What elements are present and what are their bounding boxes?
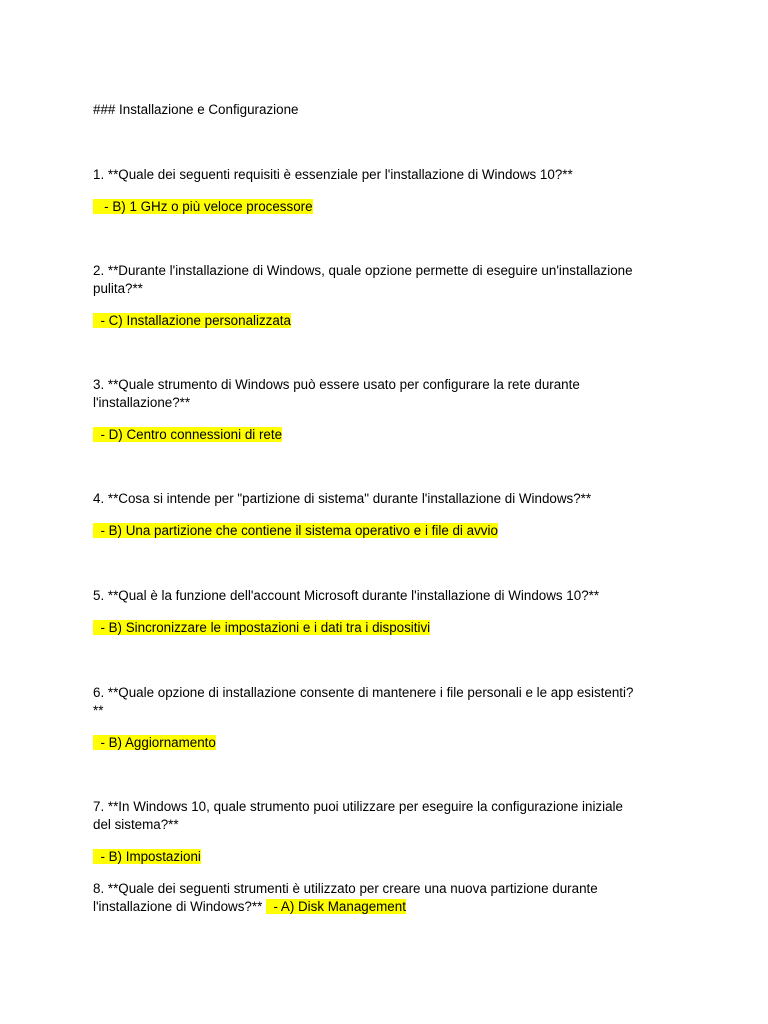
answer-7-highlight: - B) Impostazioni bbox=[93, 849, 201, 864]
question-2-text-line-1: 2. **Durante l'installazione di Windows, quale opzione permette di eseguire un'installazione bbox=[93, 263, 633, 278]
question-6-text-line-2: ** bbox=[93, 703, 104, 718]
question-7-text-line-2: del sistema?** bbox=[93, 817, 179, 832]
document-heading: ### Installazione e Configurazione bbox=[93, 102, 299, 117]
answer-2 bbox=[93, 312, 291, 330]
answer-5-highlight: - B) Sincronizzare le impostazioni e i dati tra i dispositivi bbox=[93, 620, 431, 635]
question-8-text-line-2 bbox=[93, 898, 406, 916]
answer-6-highlight: - B) Aggiornamento bbox=[93, 735, 216, 750]
answer-4-highlight: - B) Una partizione che contiene il sistema operativo e i file di avvio bbox=[93, 523, 498, 538]
answer-3-highlight: - D) Centro connessioni di rete bbox=[93, 427, 283, 442]
question-8-text-line-2-label: l'installazione di Windows?** bbox=[93, 899, 263, 914]
question-4-text: 4. **Cosa si intende per "partizione di sistema" durante l'installazione di Windows?** bbox=[93, 491, 592, 506]
question-7-text-line-1: 7. **In Windows 10, quale strumento puoi utilizzare per eseguire la configurazione iniziale bbox=[93, 799, 623, 814]
question-6-text-line-1: 6. **Quale opzione di installazione consente di mantenere i file personali e le app esistenti? bbox=[93, 685, 634, 700]
answer-2-highlight: - C) Installazione personalizzata bbox=[93, 313, 291, 328]
answer-7 bbox=[93, 848, 201, 866]
answer-8-highlight: - A) Disk Management bbox=[266, 899, 406, 914]
question-2-text-line-2: pulita?** bbox=[93, 281, 143, 296]
answer-6 bbox=[93, 734, 216, 752]
answer-3 bbox=[93, 426, 282, 444]
question-8-text-line-1: 8. **Quale dei seguenti strumenti è utilizzato per creare una nuova partizione durante bbox=[93, 881, 598, 896]
answer-1-highlight: - B) 1 GHz o più veloce processore bbox=[93, 199, 313, 214]
question-1-text: 1. **Quale dei seguenti requisiti è essenziale per l'installazione di Windows 10?** bbox=[93, 167, 573, 182]
question-3-text-line-1: 3. **Quale strumento di Windows può essere usato per configurare la rete durante bbox=[93, 377, 580, 392]
answer-4 bbox=[93, 522, 498, 540]
question-5-text: 5. **Qual è la funzione dell'account Microsoft durante l'installazione di Windows 10?** bbox=[93, 588, 600, 603]
answer-5 bbox=[93, 619, 430, 637]
answer-1 bbox=[93, 198, 313, 216]
question-3-text-line-2: l'installazione?** bbox=[93, 395, 191, 410]
